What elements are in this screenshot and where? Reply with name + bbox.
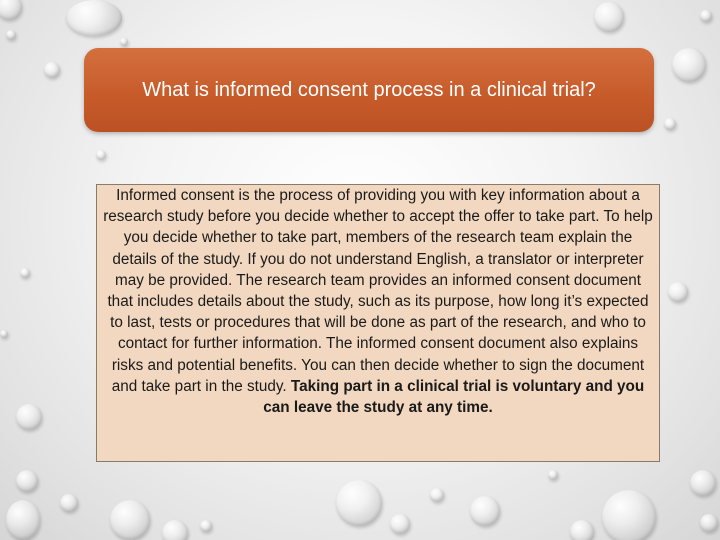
body-bold-text: Taking part in a clinical trial is voluntary and you can leave the study at any time. <box>263 377 645 417</box>
water-droplet <box>60 494 78 512</box>
body-text: Informed consent is the process of providing you with key information about a research study before you decide whether to accept the offer to take part. To help you decide whether to take part, members of the research team explain the details of the study. If you do not understand English, a translator or interpreter may be provided. The research team provides an informed consent document that includes details about the study, such as its purpose, how long it’s expected to last, tests or procedures that will be done as part of the research, and who to contact for further information. The informed consent document also explains risks and potential benefits. You can then decide whether to sign the document and take part in the study. <box>103 187 653 395</box>
water-droplet <box>570 520 594 540</box>
slide-title: What is informed consent process in a clinical trial? <box>142 78 596 101</box>
water-droplet <box>66 0 122 36</box>
water-droplet <box>96 150 106 160</box>
body-text-box <box>96 184 660 462</box>
water-droplet <box>0 0 22 20</box>
water-droplet <box>430 488 444 502</box>
water-droplet <box>16 404 42 430</box>
water-droplet <box>6 500 40 540</box>
water-droplet <box>200 520 212 532</box>
water-droplet <box>20 268 30 278</box>
water-droplet <box>690 470 716 496</box>
water-droplet <box>110 500 150 540</box>
water-droplet <box>162 520 188 540</box>
water-droplet <box>700 514 718 532</box>
water-droplet <box>6 30 16 40</box>
water-droplet <box>594 2 624 32</box>
water-droplet <box>336 480 382 526</box>
water-droplet <box>700 10 712 22</box>
water-droplet <box>548 470 558 480</box>
water-droplet <box>470 496 500 526</box>
water-droplet <box>16 470 38 492</box>
water-droplet <box>390 514 410 534</box>
title-banner <box>84 48 654 132</box>
water-droplet <box>668 282 688 302</box>
water-droplet <box>602 490 656 540</box>
water-droplet <box>664 118 676 130</box>
water-droplet <box>672 48 706 82</box>
water-droplet <box>120 38 128 46</box>
water-droplet <box>44 62 60 78</box>
water-droplet <box>0 330 8 338</box>
